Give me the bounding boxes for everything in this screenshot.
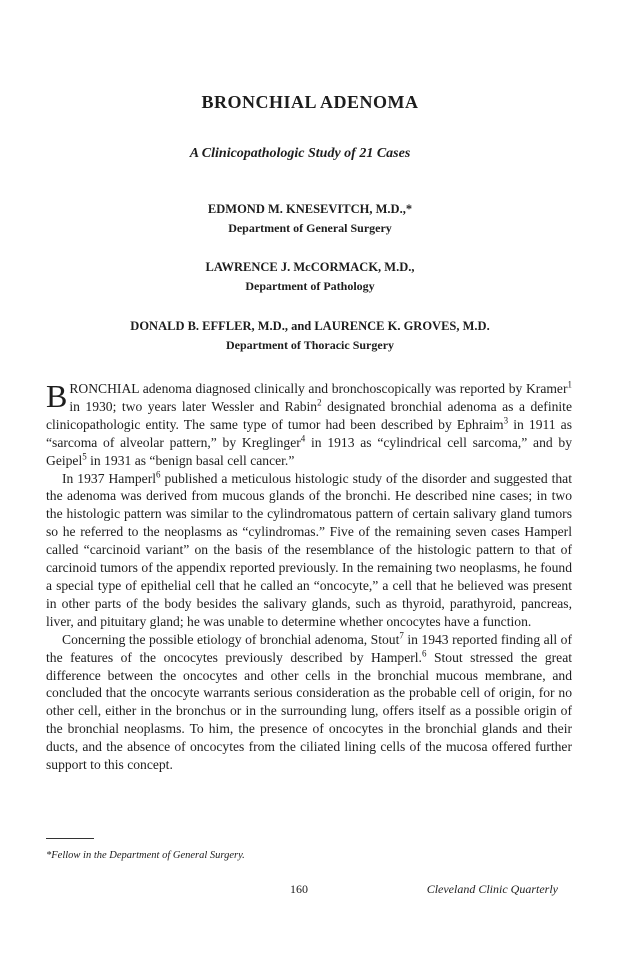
author-department: Department of General Surgery xyxy=(228,221,392,235)
author-name: LAWRENCE J. McCORMACK, M.D., xyxy=(205,260,415,274)
footnote: *Fellow in the Department of General Surgery. xyxy=(46,850,245,861)
citation-superscript: 7 xyxy=(399,630,404,641)
journal-name: Cleveland Clinic Quarterly xyxy=(426,882,558,896)
paragraph-text: In 1937 Hamperl xyxy=(62,470,157,486)
author-block-2 xyxy=(0,258,620,296)
citation-superscript: 1 xyxy=(567,379,572,390)
author-name: DONALD B. EFFLER, M.D., and LAURENCE K. GROVES, M.D. xyxy=(130,319,490,333)
paragraph-text: RONCHIAL adenoma diagnosed clinically and bronchoscopically was reported by Kramer xyxy=(69,381,568,396)
article-body xyxy=(46,380,572,774)
author-block-3 xyxy=(0,317,620,355)
author-department: Department of Pathology xyxy=(245,279,375,293)
paragraph-text: in 1911 as “sarcoma of alveolar pattern,” by Kreglinger xyxy=(46,416,572,450)
paragraph-text: in 1943 reported finding all of the features of the oncocytes previously described by Hamperl. xyxy=(46,631,572,665)
citation-superscript: 4 xyxy=(300,433,306,444)
paragraph-text: Stout stressed the great difference between the oncocytes and other cells in the bronchial mucous membrane, and concluded that the oncocyte warrants serious consideration as the probable cell of origin, for no other cell, either in the bronchus or in the surrounding lung, offers itself as a possible origin of the bronchial neoplasms. To him, the presence of oncocytes in the bronchial glands and their ducts, and the absence of oncocytes from the ciliated lining cells of the mucosa offered further support to this concept. xyxy=(46,649,572,773)
paragraph-3 xyxy=(46,631,572,774)
citation-superscript: 6 xyxy=(156,469,161,479)
article-title: BRONCHIAL ADENOMA xyxy=(201,92,419,112)
paragraph-text: in 1930; two years later Wessler and Rabin xyxy=(69,398,318,414)
page-number: 160 xyxy=(290,882,308,896)
citation-superscript: 6 xyxy=(421,648,427,659)
paragraph-text: published a meticulous histologic study of the disorder and suggested that the adenoma was derived from mucous glands of the bronchi. He described nine cases; in two the histologic pattern was similar to the cylindromatous pattern of certain salivary gland tumors so he referred to the neoplasms as “cylindromas.” Five of the remaining seven cases Hamperl called “carcinoid variant” on the basis of the resemblance of the histologic pattern to that of carcinoid tumors of the appendix reported previously. In the remaining two neoplasms, he found a special type of epithelial cell that he called an “oncocyte,” a cell that he believed was present in other parts of the body besides the salivary glands, such as thyroid, parathyroid, pancreas, liver, and pituitary gland; he was unable to determine whether oncocytes have a function. xyxy=(46,470,572,629)
paragraph-text: Concerning the possible etiology of bronchial adenoma, Stout xyxy=(62,631,400,647)
paragraph-1 xyxy=(46,380,572,470)
citation-superscript: 3 xyxy=(503,415,509,426)
paragraph-text: designated bronchial adenoma as a definite clinicopathologic entity. The same type of tumor had been described by Ephraim xyxy=(46,398,572,432)
author-name: EDMOND M. KNESEVITCH, M.D.,* xyxy=(207,202,413,216)
footnote-divider xyxy=(46,838,94,839)
drop-cap: B xyxy=(46,378,68,414)
paragraph-2 xyxy=(46,470,572,631)
author-block-1 xyxy=(0,200,620,238)
paragraph-text: in 1931 as “benign basal cell cancer.” xyxy=(86,452,295,468)
citation-superscript: 5 xyxy=(82,451,87,462)
article-subtitle: A Clinicopathologic Study of 21 Cases xyxy=(189,146,411,161)
citation-superscript: 2 xyxy=(317,397,322,408)
author-department: Department of Thoracic Surgery xyxy=(225,338,395,352)
paragraph-text: in 1913 as “cylindrical cell sarcoma,” and by Geipel xyxy=(46,434,573,468)
